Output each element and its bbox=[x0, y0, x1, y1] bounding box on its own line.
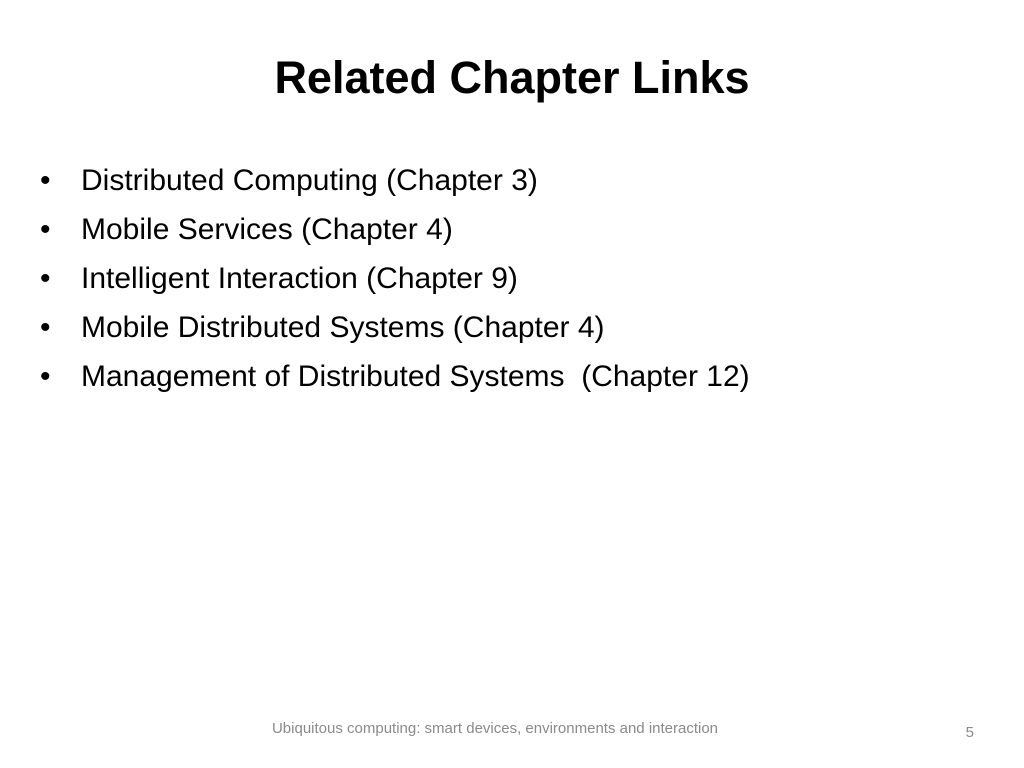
bullet-item-distributed-computing bbox=[40, 156, 538, 205]
bullet-item-mobile-distributed-systems bbox=[40, 303, 605, 352]
bullet-text: Mobile Distributed Systems (Chapter 4) bbox=[81, 311, 605, 344]
bullet-icon: • bbox=[40, 311, 51, 344]
bullet-item-intelligent-interaction bbox=[40, 254, 518, 303]
bullet-icon: • bbox=[40, 262, 51, 295]
slide-title: Related Chapter Links bbox=[274, 52, 750, 103]
slide-footer: Ubiquitous computing: smart devices, environments and interaction bbox=[271, 720, 719, 737]
bullet-list bbox=[40, 156, 750, 401]
bullet-item-mobile-services bbox=[40, 205, 453, 254]
bullet-icon: • bbox=[40, 213, 51, 246]
bullet-text: Distributed Computing (Chapter 3) bbox=[81, 164, 538, 197]
bullet-text: Mobile Services (Chapter 4) bbox=[81, 213, 453, 246]
bullet-text: Management of Distributed Systems (Chapter 12) bbox=[81, 360, 750, 393]
bullet-text: Intelligent Interaction (Chapter 9) bbox=[81, 262, 518, 295]
bullet-icon: • bbox=[40, 164, 51, 197]
bullet-icon: • bbox=[40, 360, 51, 393]
page-number: 5 bbox=[965, 724, 974, 741]
bullet-item-management-distributed-systems bbox=[40, 352, 750, 401]
